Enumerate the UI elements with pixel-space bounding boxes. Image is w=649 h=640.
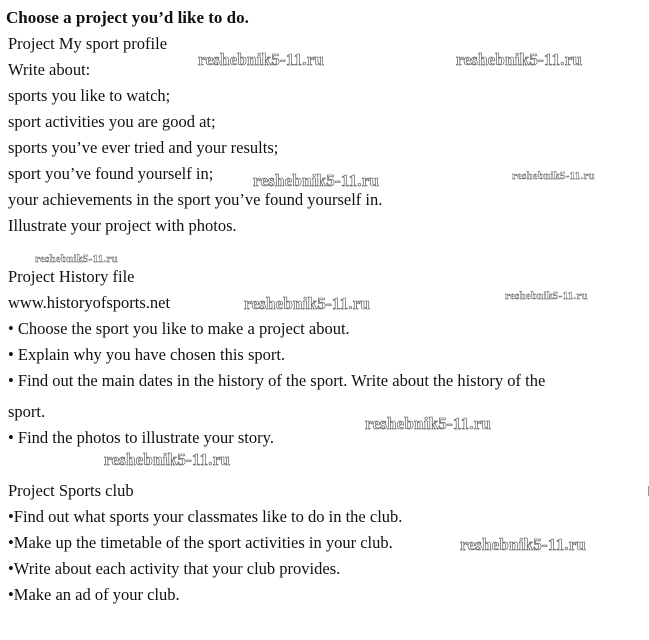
text-line: your achievements in the sport you’ve found yourself in. bbox=[8, 190, 383, 209]
watermark: reshebnik5-11.ru bbox=[460, 535, 587, 554]
text-line: www.historyofsports.net bbox=[8, 293, 171, 312]
project-title-sports-club: Project Sports club bbox=[8, 481, 134, 500]
list-item: • Choose the sport you like to make a project about. bbox=[8, 319, 350, 338]
text-line: sport you’ve found yourself in; bbox=[8, 164, 214, 183]
watermark: reshebnik5-11.ru bbox=[505, 290, 588, 302]
text-line: sports you’ve ever tried and your results; bbox=[8, 138, 279, 157]
project-title-my-sport-profile: Project My sport profile bbox=[8, 34, 168, 53]
list-item: •Write about each activity that your club provides. bbox=[8, 559, 341, 578]
project-title-history-file: Project History file bbox=[8, 267, 135, 286]
watermark: reshebnik5-11.ru bbox=[253, 171, 380, 190]
text-line: Illustrate your project with photos. bbox=[8, 216, 237, 235]
watermark: reshebnik5-11.ru bbox=[198, 50, 325, 69]
watermark: reshebnik5-11.ru bbox=[365, 414, 492, 433]
page-title: Choose a project you’d like to do. bbox=[6, 8, 249, 27]
watermark: reshebnik5-11.ru bbox=[35, 253, 118, 265]
watermark: reshebnik5-11.ru bbox=[244, 294, 371, 313]
text-line: Write about: bbox=[8, 60, 91, 79]
watermark: reshebnik5-11.ru bbox=[512, 170, 595, 182]
list-item: • Find out the main dates in the history of the sport. Write about the history of the bbox=[8, 371, 546, 390]
list-item: • Explain why you have chosen this sport. bbox=[8, 345, 286, 364]
list-item: •Find out what sports your classmates like to do in the club. bbox=[8, 507, 403, 526]
list-item: •Make up the timetable of the sport activities in your club. bbox=[8, 533, 393, 552]
text-line: sports you like to watch; bbox=[8, 86, 171, 105]
text-line: sport activities you are good at; bbox=[8, 112, 216, 131]
watermark: reshebnik5-11.ru bbox=[456, 50, 583, 69]
list-item: • Find the photos to illustrate your story. bbox=[8, 428, 274, 447]
watermark: reshebnik5-11.ru bbox=[104, 450, 231, 469]
list-item: •Make an ad of your club. bbox=[8, 585, 180, 604]
text-line: sport. bbox=[8, 402, 46, 421]
